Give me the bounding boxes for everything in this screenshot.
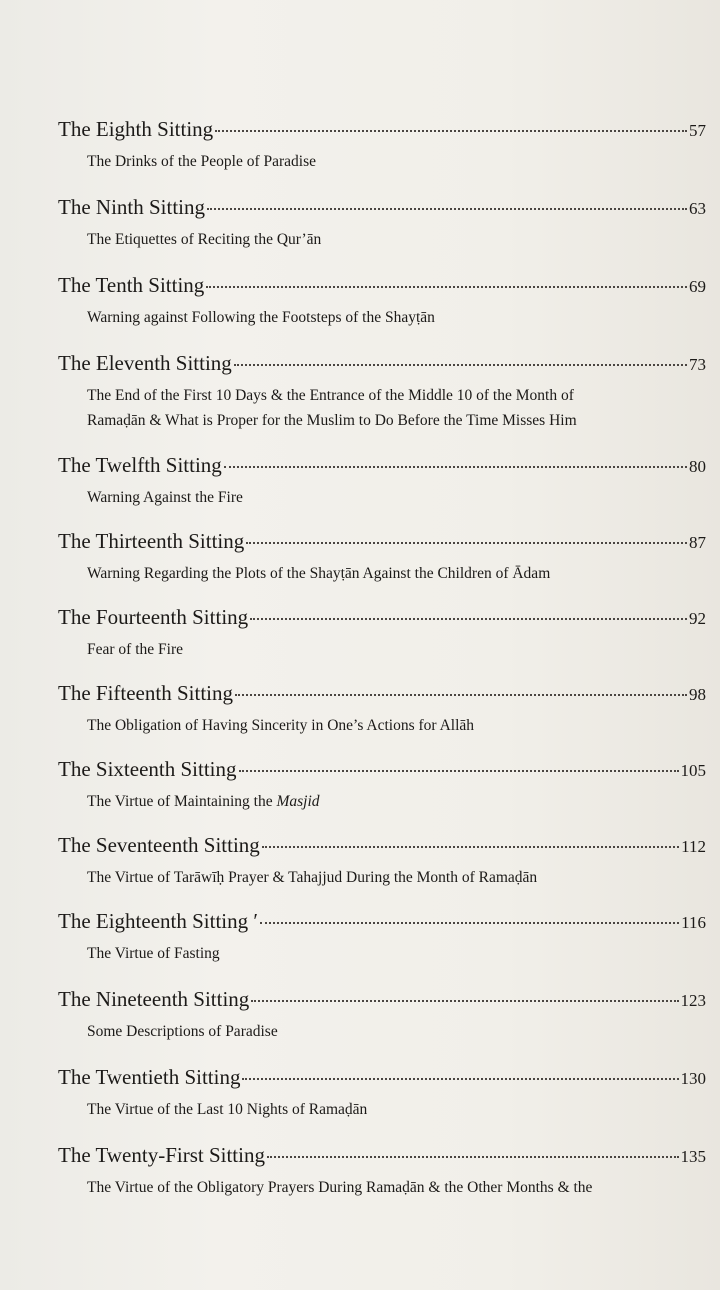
dot-leader	[262, 845, 679, 848]
page-number: 63	[689, 199, 706, 218]
dot-leader	[207, 207, 687, 210]
entry-title: The Twenty-First Sitting	[58, 1143, 265, 1167]
entry-subtitle: The Drinks of the People of Paradise	[87, 153, 316, 170]
dot-leader	[239, 769, 679, 772]
page-number: 130	[680, 1069, 706, 1088]
entry-subtitle: Warning Regarding the Plots of the Shayṭān Against the Children of Ādam	[87, 565, 551, 582]
page-number: 116	[681, 913, 706, 932]
page-number: 69	[689, 277, 706, 296]
entry-subtitle: The Virtue of Maintaining the Masjid	[87, 793, 320, 810]
dot-leader	[215, 129, 687, 132]
toc-entry-eighth	[58, 116, 706, 174]
page-number: 87	[689, 533, 706, 552]
page-number: 57	[689, 121, 706, 140]
entry-title: The Thirteenth Sitting	[58, 529, 245, 553]
toc-entry-ninth	[58, 194, 706, 252]
toc-entry-twenty-first	[58, 1142, 706, 1200]
page-number: 80	[689, 457, 706, 476]
page-number: 135	[680, 1147, 706, 1166]
dot-leader	[235, 693, 687, 696]
page-number: 112	[681, 837, 706, 856]
entry-subtitle: The Virtue of Tarāwīḥ Prayer & Tahajjud During the Month of Ramaḍān	[87, 869, 538, 886]
entry-title: The Fourteenth Sitting	[58, 605, 249, 629]
entry-subtitle: The Etiquettes of Reciting the Qur’ān	[87, 231, 322, 248]
dot-leader	[251, 999, 678, 1002]
entry-subtitle: The Virtue of Fasting	[87, 945, 220, 962]
entry-subtitle: Warning against Following the Footsteps of the Shayṭān	[87, 309, 435, 326]
page-number: 73	[689, 355, 706, 374]
toc-entry-twelfth	[58, 452, 706, 510]
toc-entry-fourteenth	[58, 604, 706, 662]
toc-entry-eleventh	[58, 350, 706, 433]
entry-subtitle: Some Descriptions of Paradise	[87, 1023, 278, 1040]
entry-subtitle: The Virtue of the Last 10 Nights of Ramaḍān	[87, 1101, 368, 1118]
dot-leader	[246, 541, 687, 544]
page-number: 92	[689, 609, 706, 628]
entry-title: The Eighth Sitting	[58, 117, 214, 141]
entry-title: The Twentieth Sitting	[58, 1065, 241, 1089]
entry-title: The Nineteenth Sitting	[58, 987, 250, 1011]
entry-title: The Eleventh Sitting	[58, 351, 232, 375]
toc-entry-tenth	[58, 272, 706, 330]
dot-leader	[260, 921, 679, 924]
toc-entry-sixteenth	[58, 756, 706, 814]
entry-title: The Fifteenth Sitting	[58, 681, 233, 705]
page-number: 98	[689, 685, 706, 704]
toc-entry-fifteenth	[58, 680, 706, 738]
toc-entry-thirteenth	[58, 528, 706, 586]
dot-leader	[250, 617, 687, 620]
entry-title: The Tenth Sitting	[58, 273, 205, 297]
dot-leader	[242, 1077, 678, 1080]
entry-subtitle: The Obligation of Having Sincerity in One’s Actions for Allāh	[87, 717, 475, 734]
entry-subtitle: Fear of the Fire	[87, 641, 183, 658]
toc-entry-twentieth	[58, 1064, 706, 1122]
dot-leader	[267, 1155, 679, 1158]
page-number: 123	[680, 991, 706, 1010]
entry-subtitle: The Virtue of the Obligatory Prayers During Ramaḍān & the Other Months & the	[87, 1179, 593, 1196]
page-number: 105	[680, 761, 706, 780]
entry-subtitle: Warning Against the Fire	[87, 489, 243, 506]
entry-subtitle: The End of the First 10 Days & the Entrance of the Middle 10 of the Month of Ramaḍān & What is Proper for the Muslim to Do Before the Time Misses Him	[87, 387, 577, 429]
dot-leader	[234, 363, 687, 366]
toc-entry-seventeenth	[58, 832, 706, 890]
dot-leader	[224, 465, 687, 468]
toc-entry-eighteenth	[58, 908, 706, 966]
entry-title: The Eighteenth Sitting ʹ	[58, 909, 258, 933]
toc-entry-nineteenth	[58, 986, 706, 1044]
dot-leader	[206, 285, 687, 288]
entry-title: The Twelfth Sitting	[58, 453, 222, 477]
entry-title: The Ninth Sitting	[58, 195, 205, 219]
italic-term: Masjid	[276, 793, 320, 810]
entry-title: The Sixteenth Sitting	[58, 757, 237, 781]
entry-title: The Seventeenth Sitting	[58, 833, 260, 857]
